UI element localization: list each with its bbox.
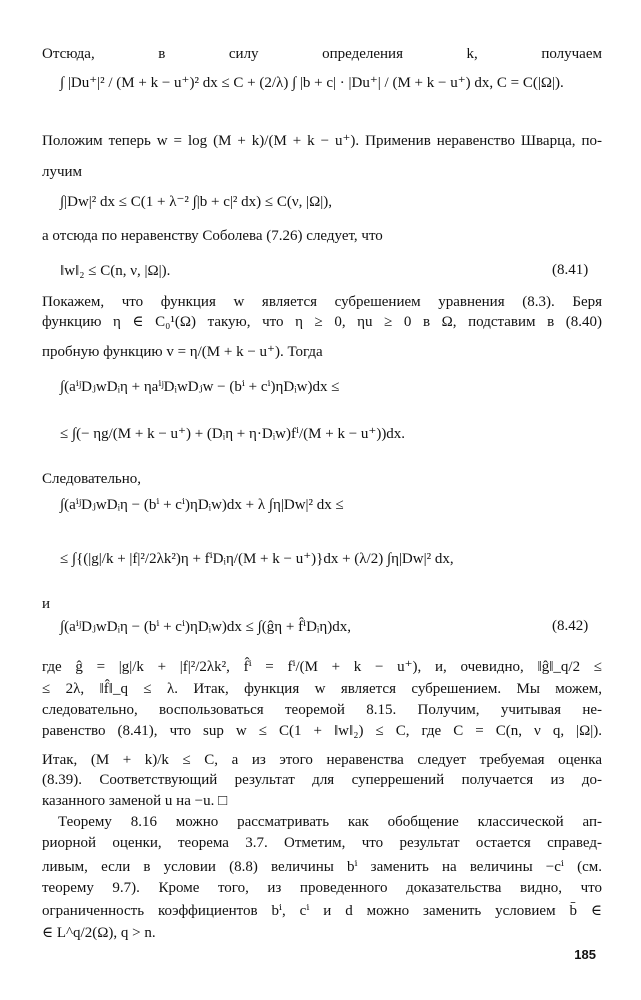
text-line: пробную функцию v = η/(M + k − u⁺). Тогда [42,344,323,360]
text-line: где ĝ = |g|/k + |f|²/2λk², f̂ⁱ = fⁱ/(M + k − u⁺), и, очевидно, ‖ĝ‖_q/2 ≤ [42,659,602,675]
text-line: функцию η ∈ C₀¹(Ω) такую, что η ≥ 0, ηu ≥ 0 в Ω, подставим в (8.40) [42,314,602,330]
equation: ‖w‖₂ ≤ C(n, ν, |Ω|). [60,263,171,279]
equation: ∫|Dw|² dx ≤ C(1 + λ⁻² ∫|b + c|² dx) ≤ C(ν, |Ω|), [60,194,333,210]
text-line: Итак, (M + k)/k ≤ C, а из этого неравенства следует требуемая оценка [42,752,602,768]
text-line: ливым, если в условии (8.8) величины bⁱ заменить на величины −cⁱ (см. [42,859,602,875]
text-line: (8.39). Соответствующий результат для суперрешений получается из до- [42,772,602,788]
equation: ∫(aⁱʲDⱼwDᵢη + ηaⁱʲDᵢwDⱼw − (bⁱ + cⁱ)ηDᵢw)dx ≤ [60,379,340,395]
equation: ≤ ∫(− ηg/(M + k − u⁺) + (Dᵢη + η·Dᵢw)fⁱ/(M + k − u⁺))dx. [60,426,406,442]
equation-number: (8.41) [552,262,589,278]
equation-number: (8.42) [552,618,589,634]
text-line: лучим [42,164,83,180]
equation: ∫ |Du⁺|² / (M + k − u⁺)² dx ≤ C + (2/λ) ∫ |b + c| · |Du⁺| / (M + k − u⁺) dx, C = C(|Ω|). [60,75,564,91]
text-line: Следовательно, [42,471,142,487]
text-line: Отсюда, в силу определения k, получаем [42,46,602,62]
equation: ≤ ∫{(|g|/k + |f|²/2λk²)η + fⁱDᵢη/(M + k − u⁺)}dx + (λ/2) ∫η|Dw|² dx, [60,551,454,567]
text-line: а отсюда по неравенству Соболева (7.26) следует, что [42,228,383,244]
text-line: ограниченность коэффициентов bⁱ, cⁱ и d можно заменить условием b̄ ∈ [42,903,602,919]
equation: ∫(aⁱʲDⱼwDᵢη − (bⁱ + cⁱ)ηDᵢw)dx ≤ ∫(ĝη + f̂ⁱDᵢη)dx, [60,619,351,635]
text-line: теорему 9.7). Кроме того, из проведенного доказательства видно, что [42,880,602,896]
text-line: казанного заменой u на −u. □ [42,793,228,809]
text-line: и [42,596,51,612]
text-line: ≤ 2λ, ‖f̂‖_q ≤ λ. Итак, функция w является субрешением. Мы можем, [42,681,602,697]
text-line: Покажем, что функция w является субрешением уравнения (8.3). Беря [42,294,602,310]
text-line: следовательно, воспользоваться теоремой 8.15. Получим, учитывая не- [42,702,602,718]
equation: ∫(aⁱʲDⱼwDᵢη − (bⁱ + cⁱ)ηDᵢw)dx + λ ∫η|Dw|² dx ≤ [60,497,344,513]
text-line: равенство (8.41), что sup w ≤ C(1 + ‖w‖₂) ≤ C, где C = C(n, ν q, |Ω|). [42,723,602,739]
text-line: Положим теперь w = log (M + k)/(M + k − u⁺). Применив неравенство Шварца, по- [42,133,602,149]
text-line: риорной оценки, теорема 3.7. Отметим, что результат остается справед- [42,835,602,851]
page-number: 185 [574,947,596,962]
text-line: ∈ L^q/2(Ω), q > n. [42,925,156,941]
text-line: Теорему 8.16 можно рассматривать как обобщение классической ап- [58,814,602,830]
